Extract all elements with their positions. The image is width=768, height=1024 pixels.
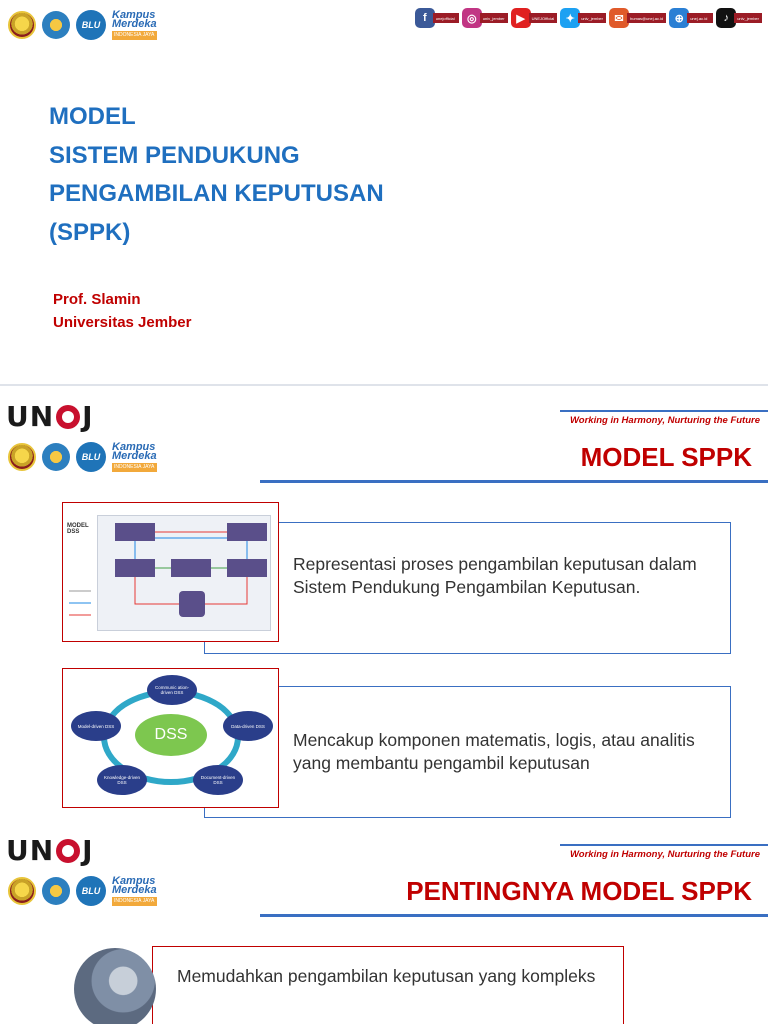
card-2-text: Mencakup komponen matematis, logis, atau analitis yang membantu pengambil keputusan [293, 730, 695, 773]
dss-types-diagram [62, 668, 279, 808]
card-text: Memudahkan pengambilan keputusan yang kompleks [177, 966, 596, 986]
social-handle: UNEJOfficial [529, 13, 558, 23]
dss-type-node: Document-driven DSS [193, 765, 243, 795]
instagram-icon: ◎ [462, 8, 482, 28]
blu-logo: BLU [76, 10, 106, 40]
youtube-icon: ▶ [511, 8, 531, 28]
author-name: Prof. Slamin [53, 291, 141, 308]
social-handle: unejofficial [433, 13, 459, 23]
dss-center-node: DSS [135, 714, 207, 756]
web-icon: ⊕ [669, 8, 689, 28]
kampus-merdeka-logo: Kampus Merdeka INDONESIA JAYA [112, 8, 157, 38]
dss-type-node: Model-driven DSS [71, 711, 121, 741]
info-card [152, 946, 624, 1024]
social-link-youtube[interactable] [511, 8, 558, 28]
twitter-icon: ✦ [560, 8, 580, 28]
social-link-email[interactable] [609, 8, 666, 28]
social-handle: univ_jember [734, 13, 762, 23]
social-media-strip [415, 8, 762, 28]
unej-seal-logo [8, 443, 36, 471]
unej-wordmark: UN J [6, 834, 94, 867]
social-link-facebook[interactable] [415, 8, 459, 28]
tiktok-icon: ♪ [716, 8, 736, 28]
social-link-instagram[interactable] [462, 8, 508, 28]
unej-e-icon [56, 839, 80, 863]
blu-logo: BLU [76, 442, 106, 472]
title-slide [0, 0, 768, 384]
kampus-merdeka-logo: Kampus Merdeka INDONESIA JAYA [112, 874, 157, 904]
unej-wordmark: UN J [6, 400, 94, 433]
author-block [53, 288, 191, 334]
dss-model-diagram [62, 502, 279, 642]
social-handle: univ_jember [578, 13, 606, 23]
card-1-text: Representasi proses pengambilan keputusan dalam Sistem Pendukung Pengambilan Keputusan. [293, 554, 697, 597]
dss-type-node: Knowledge-driven DSS [97, 765, 147, 795]
social-link-web[interactable] [669, 8, 713, 28]
presentation-title: MODEL SISTEM PENDUKUNG PENGAMBILAN KEPUTUSAN (SPPK) [49, 103, 384, 246]
social-handle: univ_jember [480, 13, 508, 23]
unej-seal-logo [8, 11, 36, 39]
diagram-label: MODEL DSS [67, 523, 89, 535]
network-photo [74, 948, 156, 1024]
tagline: Working in Harmony, Nurturing the Future [570, 849, 760, 860]
email-icon: ✉ [609, 8, 629, 28]
institution-name: Universitas Jember [53, 314, 192, 331]
social-handle: unej.ac.id [687, 13, 713, 23]
tut-wuri-handayani-logo [42, 11, 70, 39]
diagram-arrows [63, 503, 279, 642]
logo-row [8, 876, 157, 906]
unej-e-icon [56, 405, 80, 429]
social-handle: humas@unej.ac.id [627, 13, 666, 23]
social-link-twitter[interactable] [560, 8, 606, 28]
info-card-1 [204, 522, 731, 654]
logo-row [8, 10, 157, 40]
blu-logo: BLU [76, 876, 106, 906]
tut-wuri-handayani-logo [42, 877, 70, 905]
logo-row [8, 442, 157, 472]
slide-heading: MODEL SPPK [580, 442, 752, 472]
info-card-2 [204, 686, 731, 818]
tagline: Working in Harmony, Nurturing the Future [570, 415, 760, 426]
model-sppk-slide [0, 386, 768, 818]
kampus-merdeka-logo: Kampus Merdeka INDONESIA JAYA [112, 440, 157, 470]
social-link-tiktok[interactable] [716, 8, 762, 28]
unej-seal-logo [8, 877, 36, 905]
slide-heading: PENTINGNYA MODEL SPPK [406, 876, 752, 906]
importance-slide [0, 818, 768, 1024]
facebook-icon: f [415, 8, 435, 28]
dss-type-node: Data-driven DSS [223, 711, 273, 741]
tut-wuri-handayani-logo [42, 443, 70, 471]
dss-type-node: Communic ation-driven DSS [147, 675, 197, 705]
